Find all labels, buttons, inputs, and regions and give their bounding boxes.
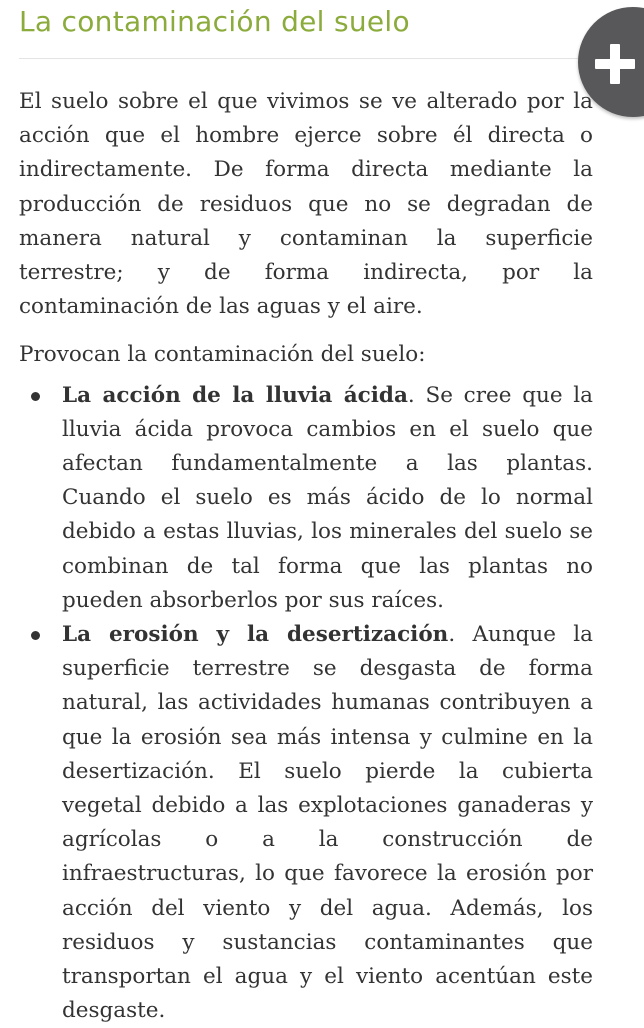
- causes-list: [19, 379, 593, 1028]
- bullet-icon: [31, 392, 40, 401]
- cause-text: . Se cree que la lluvia ácida provoca cambios en el suelo que afectan fundamentalmente a las plantas. Cuando el suelo es más ácido de lo normal debido a estas lluvias, los minerales del suelo se combinan de tal forma que las plantas no pueden absorberlos por sus raíces.: [62, 382, 593, 613]
- list-item-erosion: [19, 618, 593, 1028]
- page-title: La contaminación del suelo: [19, 5, 410, 38]
- cause-term: La acción de la lluvia ácida: [62, 382, 408, 408]
- article-body: [19, 85, 593, 1028]
- intro-paragraph: El suelo sobre el que vivimos se ve alterado por la acción que el hombre ejerce sobre él directa o indirectamente. De forma directa mediante la producción de residuos que no se degradan de manera natural y contaminan la superficie terrestre; y de forma indirecta, por la contaminación de las aguas y el aire.: [19, 89, 593, 320]
- cause-term: La erosión y la desertización: [62, 622, 449, 648]
- causes-lead: Provocan la contaminación del suelo:: [19, 342, 426, 368]
- cause-text: . Aunque la superficie terrestre se desgasta de forma natural, las actividades humanas contribuyen a que la erosión sea más intensa y culmine en la desertización. El suelo pierde la cubierta vegetal debido a las explotaciones ganaderas y agrícolas o a la construcción de infraestructuras, lo que favorece la erosión por acción del viento y del agua. Además, los residuos y sustancias contaminantes que transportan el agua y el viento acentúan este desgaste.: [62, 622, 593, 1024]
- list-item-acid-rain: [19, 379, 593, 618]
- title-divider: [19, 58, 599, 59]
- plus-icon: [595, 44, 635, 84]
- bullet-icon: [31, 631, 40, 640]
